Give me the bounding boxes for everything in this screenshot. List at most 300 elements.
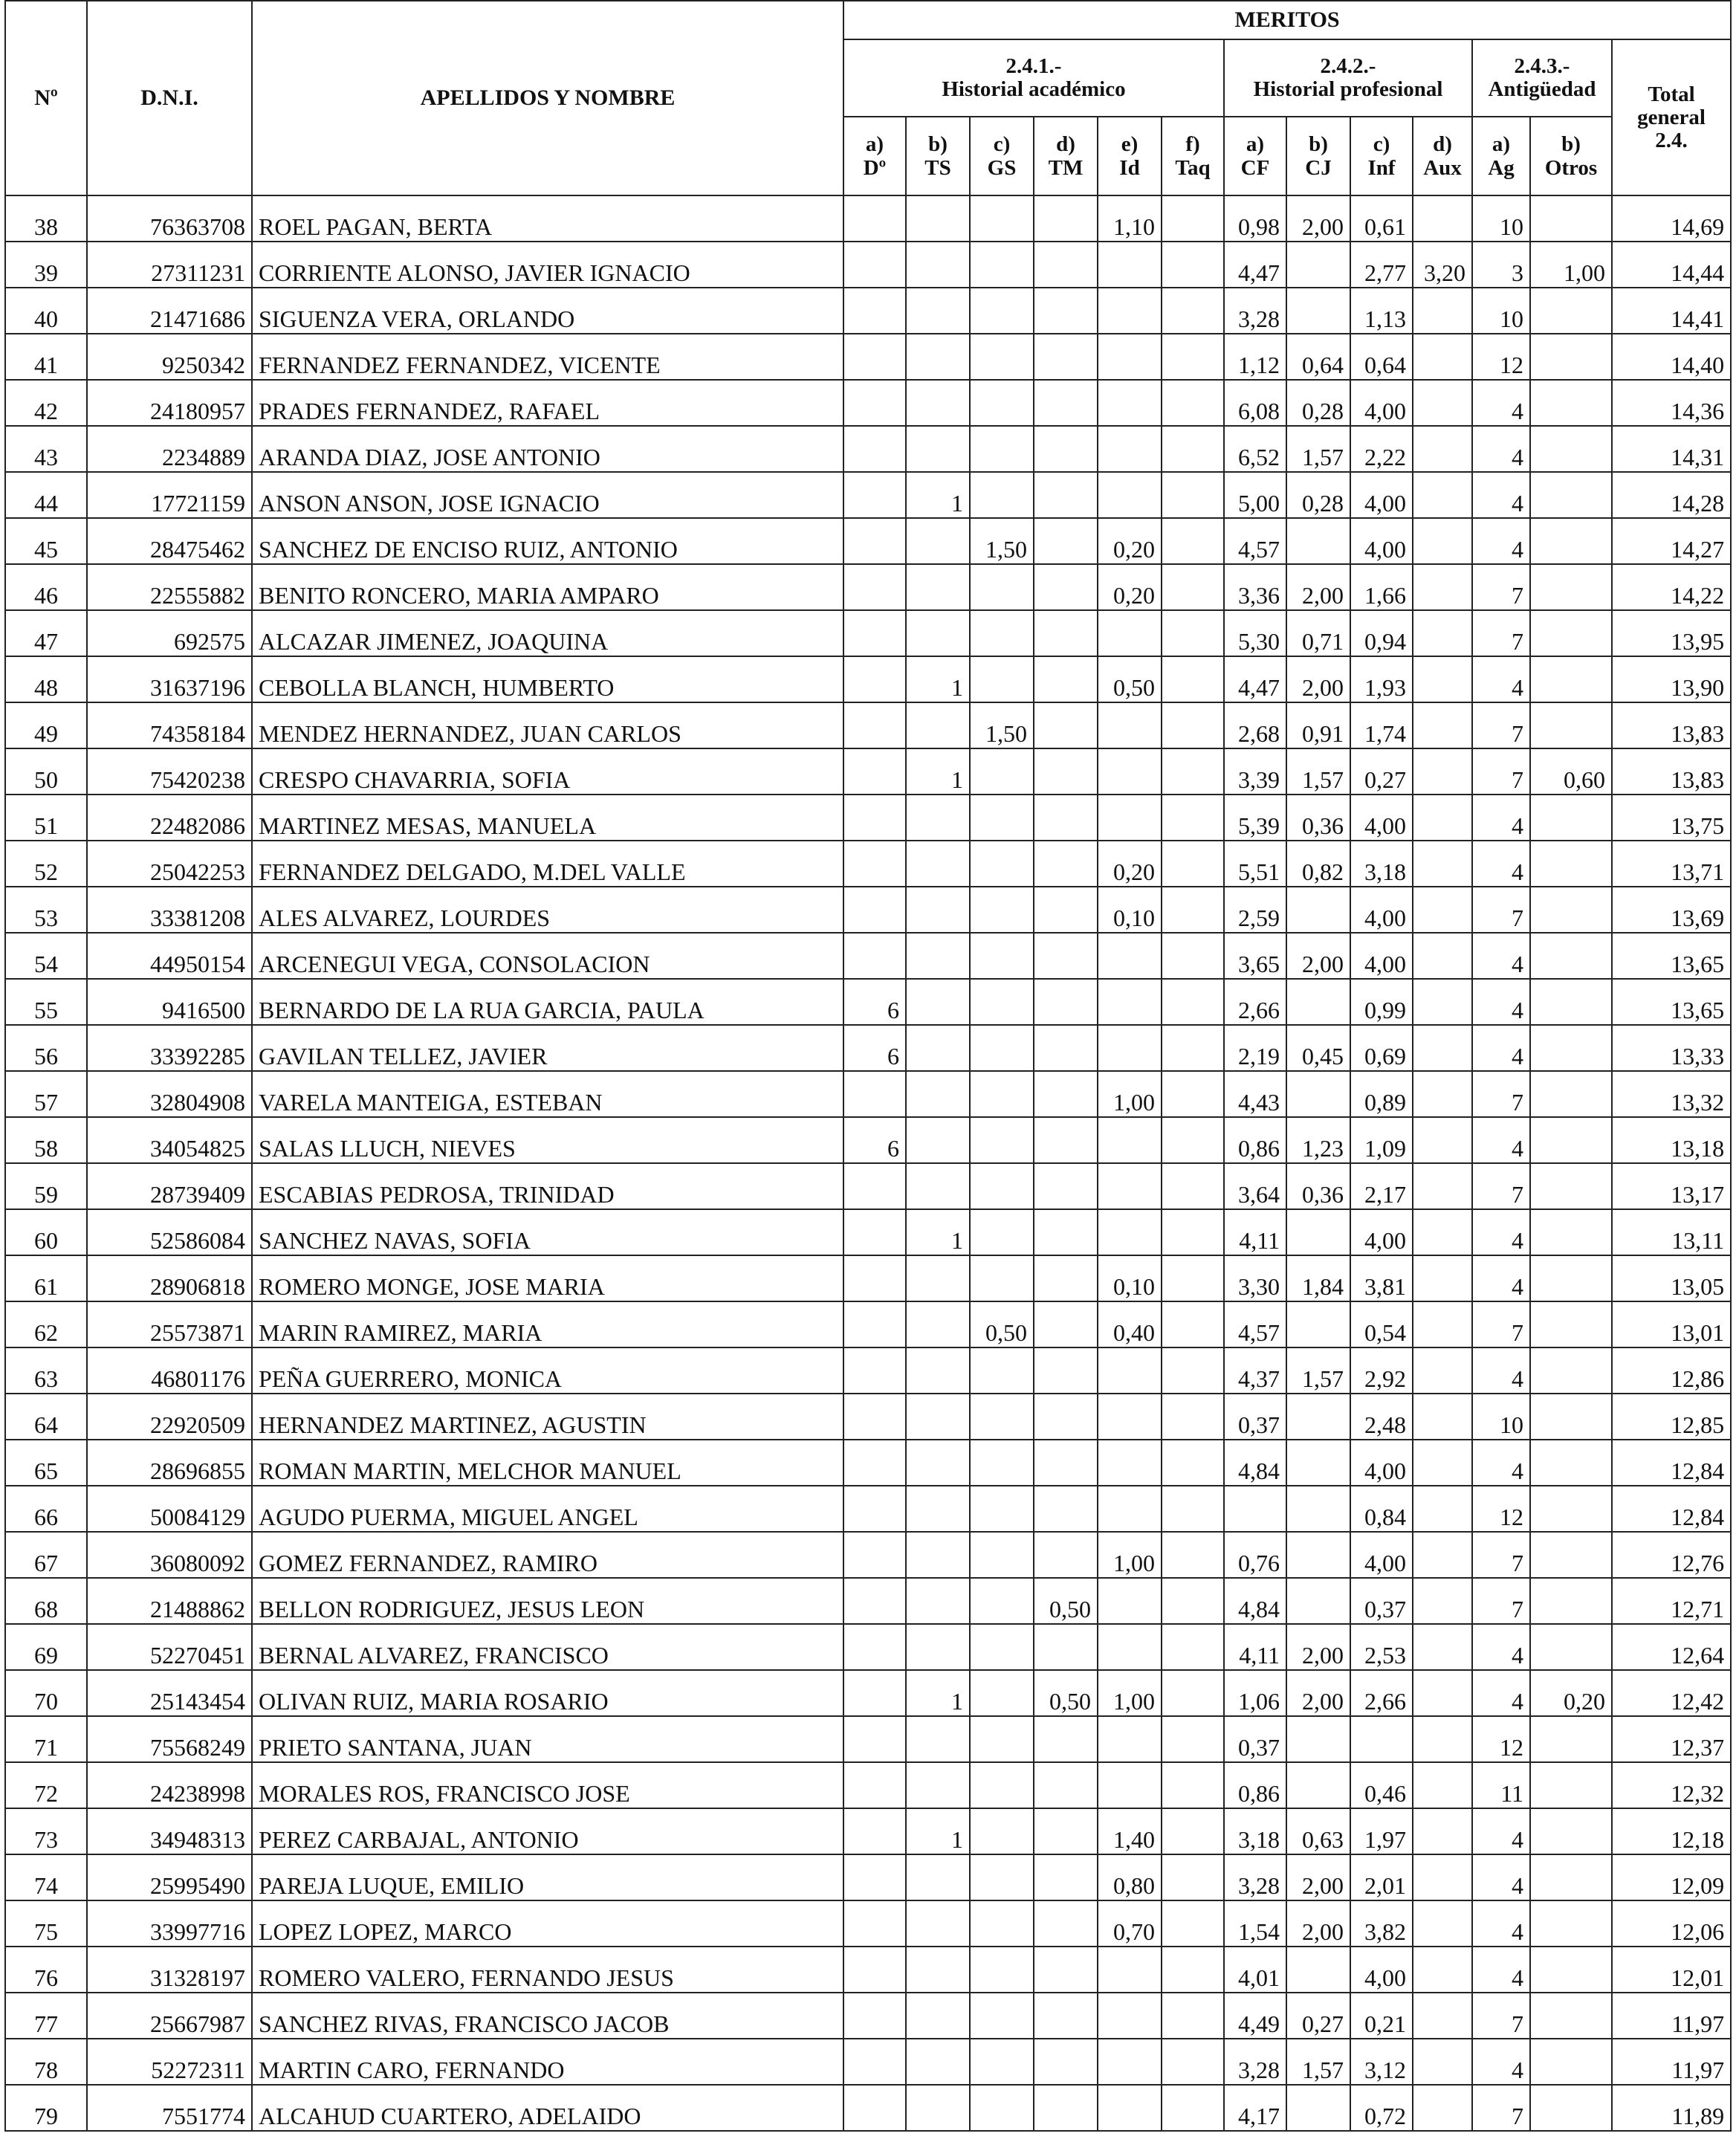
cell-value — [970, 610, 1034, 656]
cell-value — [1034, 610, 1098, 656]
cell-value: 1,12 — [1224, 334, 1286, 380]
cell-no: 43 — [5, 426, 87, 472]
cell-value: 1,57 — [1286, 748, 1350, 795]
cell-value — [1413, 1486, 1472, 1532]
cell-value — [970, 2039, 1034, 2085]
table-row — [5, 1209, 1731, 1255]
cell-total: 14,22 — [1612, 564, 1731, 610]
cell-value — [970, 242, 1034, 288]
cell-name: SANCHEZ RIVAS, FRANCISCO JACOB — [252, 1993, 843, 2039]
cell-dni: 28906818 — [87, 1255, 252, 1301]
cell-value: 0,37 — [1224, 1716, 1286, 1762]
cell-value — [1162, 1624, 1224, 1670]
cell-value: 4,17 — [1224, 2085, 1286, 2131]
cell-no: 78 — [5, 2039, 87, 2085]
cell-value: 3,64 — [1224, 1163, 1286, 1209]
group-academic-label: Historial académico — [942, 77, 1126, 101]
cell-value — [1034, 564, 1098, 610]
cell-value: 0,98 — [1224, 195, 1286, 242]
table-row — [5, 1808, 1731, 1854]
cell-value: 3,28 — [1224, 288, 1286, 334]
cell-value — [1098, 1440, 1162, 1486]
cell-value — [1413, 1624, 1472, 1670]
header-group-academic — [843, 39, 1224, 117]
cell-value: 0,50 — [1034, 1670, 1098, 1716]
header-dni: D.N.I. — [87, 1, 252, 195]
cell-value — [1162, 979, 1224, 1025]
col-header-letter: d) — [1433, 132, 1452, 156]
cell-name: MORALES ROS, FRANCISCO JOSE — [252, 1762, 843, 1808]
cell-value — [970, 1900, 1034, 1947]
cell-no: 63 — [5, 1347, 87, 1394]
cell-value — [1530, 380, 1612, 426]
cell-value — [843, 1347, 906, 1394]
table-header — [5, 1, 1731, 195]
cell-name: OLIVAN RUIZ, MARIA ROSARIO — [252, 1670, 843, 1716]
cell-value — [1413, 1163, 1472, 1209]
cell-value: 1 — [906, 656, 970, 702]
cell-dni: 75420238 — [87, 748, 252, 795]
cell-value: 0,71 — [1286, 610, 1350, 656]
cell-value: 0,91 — [1286, 702, 1350, 748]
table-row — [5, 748, 1731, 795]
cell-value — [1530, 2085, 1612, 2131]
col-header-id — [1098, 117, 1162, 195]
cell-dni: 33392285 — [87, 1025, 252, 1071]
cell-value: 1 — [906, 1808, 970, 1854]
cell-value: 1,74 — [1350, 702, 1413, 748]
cell-value — [906, 2085, 970, 2131]
cell-value — [1162, 1808, 1224, 1854]
cell-value — [1530, 1624, 1612, 1670]
cell-value — [1034, 1854, 1098, 1900]
cell-value — [1162, 933, 1224, 979]
cell-dni: 52586084 — [87, 1209, 252, 1255]
cell-value — [1098, 1486, 1162, 1532]
cell-value: 0,20 — [1098, 518, 1162, 564]
table-row — [5, 1071, 1731, 1117]
cell-value: 4 — [1472, 1025, 1530, 1071]
col-header-aux — [1413, 117, 1472, 195]
cell-value: 0,82 — [1286, 841, 1350, 887]
cell-value: 12 — [1472, 334, 1530, 380]
cell-value — [1286, 242, 1350, 288]
cell-dni: 27311231 — [87, 242, 252, 288]
cell-value: 3,18 — [1350, 841, 1413, 887]
cell-value — [1530, 1578, 1612, 1624]
cell-value — [1413, 1670, 1472, 1716]
cell-value — [1162, 841, 1224, 887]
cell-value: 1,00 — [1098, 1532, 1162, 1578]
cell-value: 2,00 — [1286, 1900, 1350, 1947]
cell-value — [1034, 1993, 1098, 2039]
cell-value — [1413, 1854, 1472, 1900]
cell-value: 4,01 — [1224, 1947, 1286, 1993]
cell-total: 14,41 — [1612, 288, 1731, 334]
cell-no: 49 — [5, 702, 87, 748]
col-header-gs — [970, 117, 1034, 195]
cell-value — [970, 1440, 1034, 1486]
cell-value: 1,06 — [1224, 1670, 1286, 1716]
cell-total: 12,32 — [1612, 1762, 1731, 1808]
cell-value — [970, 380, 1034, 426]
cell-total: 13,65 — [1612, 979, 1731, 1025]
cell-value — [1034, 2039, 1098, 2085]
cell-value — [1034, 933, 1098, 979]
cell-value — [970, 472, 1034, 518]
cell-dni: 28475462 — [87, 518, 252, 564]
cell-dni: 31328197 — [87, 1947, 252, 1993]
cell-total: 12,86 — [1612, 1347, 1731, 1394]
cell-total: 12,84 — [1612, 1486, 1731, 1532]
cell-value — [843, 933, 906, 979]
cell-no: 39 — [5, 242, 87, 288]
cell-value — [906, 1716, 970, 1762]
cell-total: 13,69 — [1612, 887, 1731, 933]
table-row — [5, 1624, 1731, 1670]
cell-value — [1530, 1301, 1612, 1347]
cell-value — [970, 1347, 1034, 1394]
cell-value — [1034, 1301, 1098, 1347]
cell-value — [1098, 1762, 1162, 1808]
cell-value — [1413, 1900, 1472, 1947]
cell-value: 3,28 — [1224, 1854, 1286, 1900]
cell-dni: 25573871 — [87, 1301, 252, 1347]
cell-value — [1034, 795, 1098, 841]
cell-dni: 22482086 — [87, 795, 252, 841]
cell-value — [1034, 1900, 1098, 1947]
cell-value — [843, 242, 906, 288]
cell-value — [1413, 702, 1472, 748]
cell-dni: 52272311 — [87, 2039, 252, 2085]
cell-value — [1098, 472, 1162, 518]
cell-value — [1034, 1347, 1098, 1394]
cell-value — [843, 1624, 906, 1670]
cell-no: 46 — [5, 564, 87, 610]
cell-name: SANCHEZ NAVAS, SOFIA — [252, 1209, 843, 1255]
col-header-letter: b) — [1561, 132, 1581, 156]
cell-value — [1098, 2085, 1162, 2131]
cell-dni: 24238998 — [87, 1762, 252, 1808]
cell-value — [1098, 702, 1162, 748]
cell-value: 4 — [1472, 518, 1530, 564]
cell-value — [1034, 1947, 1098, 1993]
col-header-letter: a) — [865, 132, 884, 156]
cell-value — [1530, 426, 1612, 472]
cell-dni: 52270451 — [87, 1624, 252, 1670]
cell-value: 0,50 — [970, 1301, 1034, 1347]
col-header-letter: c) — [1373, 132, 1390, 156]
cell-value: 4 — [1472, 933, 1530, 979]
table-row — [5, 1532, 1731, 1578]
cell-no: 41 — [5, 334, 87, 380]
cell-no: 60 — [5, 1209, 87, 1255]
cell-value — [1034, 426, 1098, 472]
cell-no: 40 — [5, 288, 87, 334]
cell-value: 0,89 — [1350, 1071, 1413, 1117]
cell-value — [1413, 1301, 1472, 1347]
cell-value — [1530, 1163, 1612, 1209]
cell-value — [1350, 1716, 1413, 1762]
cell-value — [1034, 1808, 1098, 1854]
cell-total: 13,90 — [1612, 656, 1731, 702]
cell-value — [1530, 933, 1612, 979]
cell-no: 77 — [5, 1993, 87, 2039]
cell-value — [1530, 841, 1612, 887]
cell-value — [906, 518, 970, 564]
cell-no: 73 — [5, 1808, 87, 1854]
cell-no: 61 — [5, 1255, 87, 1301]
cell-value — [1162, 656, 1224, 702]
cell-value — [970, 1255, 1034, 1301]
cell-value: 4 — [1472, 1947, 1530, 1993]
cell-value: 0,69 — [1350, 1025, 1413, 1071]
cell-value — [1224, 1486, 1286, 1532]
cell-value: 4 — [1472, 1209, 1530, 1255]
cell-value — [1530, 1900, 1612, 1947]
table-row — [5, 334, 1731, 380]
cell-dni: 46801176 — [87, 1347, 252, 1394]
cell-value: 0,61 — [1350, 195, 1413, 242]
cell-value — [970, 426, 1034, 472]
cell-value — [1162, 518, 1224, 564]
cell-value — [1034, 1440, 1098, 1486]
cell-value — [970, 1209, 1034, 1255]
cell-value — [1162, 1532, 1224, 1578]
cell-value — [1162, 472, 1224, 518]
cell-value — [906, 702, 970, 748]
cell-name: FERNANDEZ FERNANDEZ, VICENTE — [252, 334, 843, 380]
cell-value: 3,30 — [1224, 1255, 1286, 1301]
cell-value: 1 — [906, 1209, 970, 1255]
cell-value — [1530, 610, 1612, 656]
cell-value — [1286, 1486, 1350, 1532]
cell-value — [1098, 380, 1162, 426]
cell-value — [1098, 933, 1162, 979]
cell-value — [906, 979, 970, 1025]
cell-value — [906, 426, 970, 472]
col-header-otros — [1530, 117, 1612, 195]
col-header-abbr: CF — [1240, 156, 1270, 180]
cell-value — [1162, 702, 1224, 748]
cell-dni: 25667987 — [87, 1993, 252, 2039]
cell-name: ROEL PAGAN, BERTA — [252, 195, 843, 242]
cell-value — [970, 979, 1034, 1025]
cell-value: 7 — [1472, 1993, 1530, 2039]
cell-value: 4 — [1472, 1117, 1530, 1163]
cell-value: 0,80 — [1098, 1854, 1162, 1900]
cell-value — [843, 841, 906, 887]
cell-value — [970, 1670, 1034, 1716]
col-header-letter: a) — [1246, 132, 1265, 156]
cell-value — [1530, 1854, 1612, 1900]
cell-value — [1034, 1255, 1098, 1301]
cell-value — [1034, 195, 1098, 242]
cell-dni: 74358184 — [87, 702, 252, 748]
cell-value — [1162, 242, 1224, 288]
cell-value — [1413, 656, 1472, 702]
cell-total: 13,18 — [1612, 1117, 1731, 1163]
cell-value — [1034, 380, 1098, 426]
cell-name: BERNARDO DE LA RUA GARCIA, PAULA — [252, 979, 843, 1025]
cell-value: 3,18 — [1224, 1808, 1286, 1854]
cell-value — [1530, 1347, 1612, 1394]
cell-value — [1413, 1440, 1472, 1486]
cell-value — [843, 748, 906, 795]
cell-value — [970, 933, 1034, 979]
cell-dni: 7551774 — [87, 2085, 252, 2131]
cell-value: 1 — [906, 748, 970, 795]
cell-value: 0,50 — [1034, 1578, 1098, 1624]
table-row — [5, 1762, 1731, 1808]
cell-value — [1162, 1993, 1224, 2039]
cell-value: 0,27 — [1286, 1993, 1350, 2039]
table-row — [5, 1578, 1731, 1624]
cell-value: 2,19 — [1224, 1025, 1286, 1071]
cell-value: 0,28 — [1286, 380, 1350, 426]
col-header-letter: e) — [1121, 132, 1139, 156]
cell-value — [1162, 1071, 1224, 1117]
table-row — [5, 2085, 1731, 2131]
cell-value: 2,66 — [1350, 1670, 1413, 1716]
cell-value — [843, 1301, 906, 1347]
cell-value — [843, 1854, 906, 1900]
cell-value: 0,20 — [1530, 1670, 1612, 1716]
table-row — [5, 1486, 1731, 1532]
cell-value — [1098, 795, 1162, 841]
cell-total: 14,40 — [1612, 334, 1731, 380]
table-row — [5, 564, 1731, 610]
cell-dni: 9416500 — [87, 979, 252, 1025]
cell-value — [970, 1624, 1034, 1670]
group-professional-num: 2.4.2.- — [1320, 54, 1376, 78]
cell-value — [1413, 334, 1472, 380]
table-body — [5, 195, 1731, 2131]
table-row — [5, 1255, 1731, 1301]
cell-value: 0,21 — [1350, 1993, 1413, 2039]
cell-value — [843, 2085, 906, 2131]
cell-value: 1,57 — [1286, 2039, 1350, 2085]
cell-value — [1098, 426, 1162, 472]
cell-value — [1530, 1808, 1612, 1854]
table-row — [5, 1394, 1731, 1440]
col-header-ts — [906, 117, 970, 195]
cell-value — [1413, 1716, 1472, 1762]
cell-total: 12,06 — [1612, 1900, 1731, 1947]
cell-value — [1286, 1071, 1350, 1117]
cell-value — [1286, 518, 1350, 564]
cell-value: 4 — [1472, 2039, 1530, 2085]
header-meritos: MERITOS — [843, 1, 1731, 39]
cell-total: 12,85 — [1612, 1394, 1731, 1440]
cell-value: 1,66 — [1350, 564, 1413, 610]
cell-value — [1413, 564, 1472, 610]
cell-value — [843, 334, 906, 380]
cell-value: 4 — [1472, 979, 1530, 1025]
cell-total: 14,69 — [1612, 195, 1731, 242]
cell-value — [970, 1947, 1034, 1993]
cell-value — [1162, 2085, 1224, 2131]
cell-value — [1530, 1209, 1612, 1255]
cell-value: 12 — [1472, 1486, 1530, 1532]
cell-value — [1034, 748, 1098, 795]
cell-value: 4,00 — [1350, 933, 1413, 979]
cell-total: 11,97 — [1612, 2039, 1731, 2085]
cell-dni: 25995490 — [87, 1854, 252, 1900]
cell-value: 0,76 — [1224, 1532, 1286, 1578]
cell-value: 2,00 — [1286, 1624, 1350, 1670]
cell-total: 13,11 — [1612, 1209, 1731, 1255]
cell-total: 14,31 — [1612, 426, 1731, 472]
cell-value: 4,00 — [1350, 380, 1413, 426]
col-header-abbr: TM — [1048, 156, 1084, 180]
cell-value — [1530, 656, 1612, 702]
cell-value: 4,11 — [1224, 1209, 1286, 1255]
cell-name: PAREJA LUQUE, EMILIO — [252, 1854, 843, 1900]
cell-value — [970, 656, 1034, 702]
cell-value — [1098, 979, 1162, 1025]
cell-value — [843, 702, 906, 748]
col-header-cf — [1224, 117, 1286, 195]
cell-value — [1530, 1394, 1612, 1440]
cell-value — [970, 748, 1034, 795]
cell-no: 68 — [5, 1578, 87, 1624]
cell-value — [843, 1532, 906, 1578]
cell-total: 11,89 — [1612, 2085, 1731, 2131]
cell-name: MARIN RAMIREZ, MARIA — [252, 1301, 843, 1347]
cell-total: 13,01 — [1612, 1301, 1731, 1347]
cell-value — [843, 518, 906, 564]
header-name: APELLIDOS Y NOMBRE — [252, 1, 843, 195]
cell-no: 57 — [5, 1071, 87, 1117]
cell-no: 62 — [5, 1301, 87, 1347]
cell-value — [1286, 1440, 1350, 1486]
cell-value: 7 — [1472, 610, 1530, 656]
cell-value: 4,57 — [1224, 1301, 1286, 1347]
cell-value — [1098, 610, 1162, 656]
cell-value — [1530, 1071, 1612, 1117]
cell-name: SALAS LLUCH, NIEVES — [252, 1117, 843, 1163]
cell-value — [1530, 1762, 1612, 1808]
cell-value — [970, 1486, 1034, 1532]
cell-value: 10 — [1472, 1394, 1530, 1440]
cell-value — [1530, 1947, 1612, 1993]
cell-value: 7 — [1472, 1301, 1530, 1347]
cell-value: 0,70 — [1098, 1900, 1162, 1947]
cell-name: GOMEZ FERNANDEZ, RAMIRO — [252, 1532, 843, 1578]
table-row — [5, 887, 1731, 933]
col-header-letter: b) — [928, 132, 948, 156]
cell-value — [1098, 748, 1162, 795]
cell-value — [1162, 1900, 1224, 1947]
table-row — [5, 795, 1731, 841]
col-header-taq — [1162, 117, 1224, 195]
cell-no: 66 — [5, 1486, 87, 1532]
cell-value: 3,82 — [1350, 1900, 1413, 1947]
cell-value: 0,54 — [1350, 1301, 1413, 1347]
table-row — [5, 841, 1731, 887]
cell-value — [1413, 1808, 1472, 1854]
cell-value: 2,00 — [1286, 933, 1350, 979]
cell-dni: 33381208 — [87, 887, 252, 933]
cell-name: PEREZ CARBAJAL, ANTONIO — [252, 1808, 843, 1854]
cell-name: LOPEZ LOPEZ, MARCO — [252, 1900, 843, 1947]
cell-value — [1530, 887, 1612, 933]
cell-dni: 34054825 — [87, 1117, 252, 1163]
cell-value — [1034, 1762, 1098, 1808]
cell-value: 7 — [1472, 1578, 1530, 1624]
cell-value: 7 — [1472, 1071, 1530, 1117]
